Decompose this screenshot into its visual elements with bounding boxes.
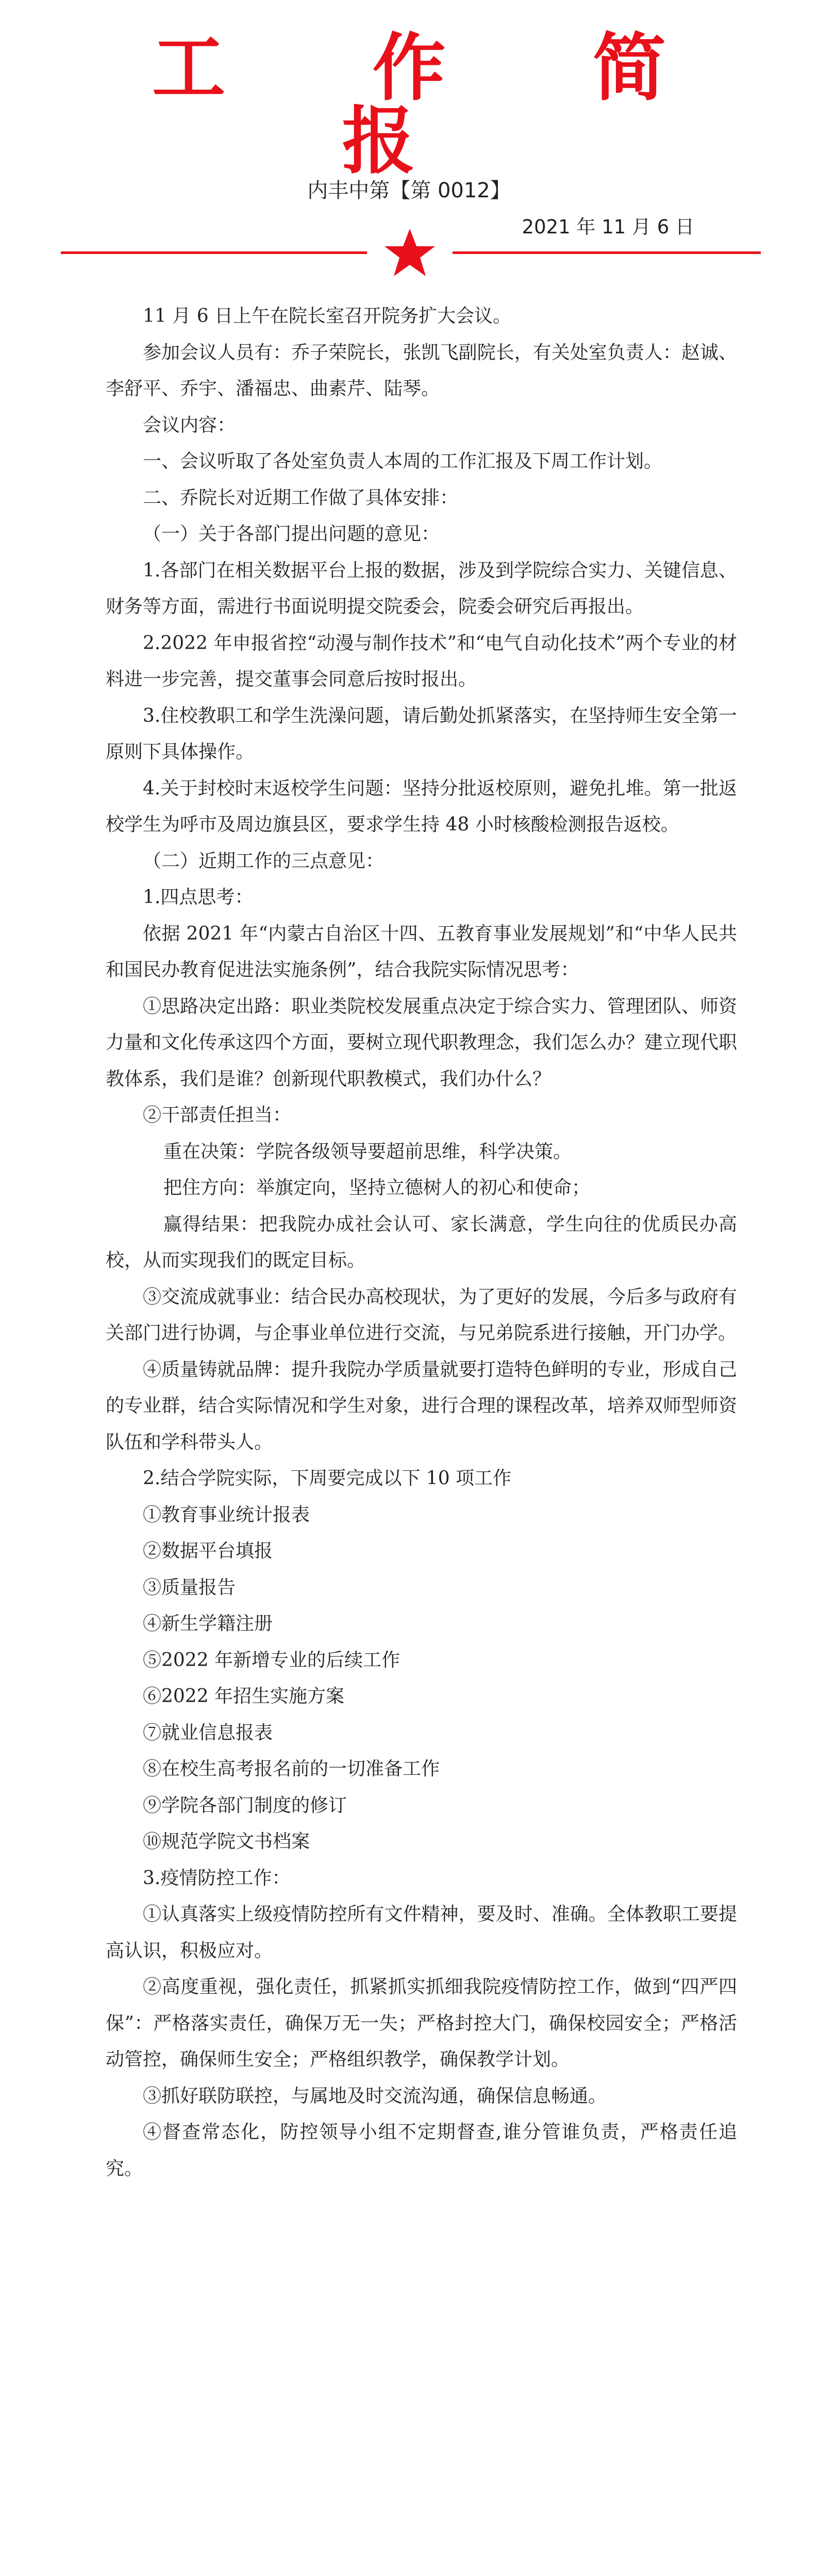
- list-item: ⑧在校生高考报名前的一切准备工作: [143, 1758, 440, 1780]
- body-paragraph: 2.2022 年申报省控“动漫与制作技术”和“电气自动化技术”两个专业的材料进一步完善，提交董事会同意后按时报出。: [106, 632, 737, 690]
- body-paragraph: （二）近期工作的三点意见：: [143, 850, 385, 872]
- report-title: 工 作 简 报: [152, 26, 727, 184]
- body-paragraph: 2.结合学院实际，下周要完成以下 10 项工作: [143, 1468, 512, 1489]
- body-paragraph: ③交流成就事业：结合民办高校现状，为了更好的发展，今后多与政府有关部门进行协调，与企事业单位进行交流，与兄弟院系进行接触，开门办学。: [106, 1286, 737, 1344]
- body-paragraph: 3.住校教职工和学生洗澡问题，请后勤处抓紧落实，在坚持师生安全第一原则下具体操作。: [106, 705, 737, 762]
- list-item: ①教育事业统计报表: [143, 1504, 310, 1526]
- body-paragraph: 1.各部门在相关数据平台上报的数据，涉及到学院综合实力、关键信息、财务等方面，需进行书面说明提交院委会，院委会研究后再报出。: [106, 560, 737, 617]
- body-paragraph: 3.疫情防控工作：: [143, 1867, 291, 1889]
- list-item: ⑦就业信息报表: [143, 1722, 273, 1743]
- list-item: ⑥2022 年招生实施方案: [143, 1686, 345, 1707]
- body-paragraph: ③抓好联防联控，与属地及时交流沟通，确保信息畅通。: [143, 2085, 607, 2107]
- body-paragraph: 参加会议人员有：乔子荣院长，张凯飞副院长，有关处室负责人：赵诚、李舒平、乔宇、潘福忠、曲素芹、陆琴。: [106, 342, 737, 399]
- body-paragraph: 把住方向：举旗定向，坚持立德树人的初心和使命；: [163, 1177, 591, 1198]
- body-paragraph: 11 月 6 日上午在院长室召开院务扩大会议。: [143, 306, 512, 327]
- divider-left: [61, 251, 367, 254]
- body-paragraph: ①认真落实上级疫情防控所有文件精神，要及时、准确。全体教职工要提高认识，积极应对。: [106, 1904, 737, 1961]
- list-item: ⑤2022 年新增专业的后续工作: [143, 1649, 400, 1671]
- list-item: ⑨学院各部门制度的修订: [143, 1794, 347, 1816]
- body-paragraph: ②高度重视，强化责任，抓紧抓实抓细我院疫情防控工作，做到“四严四保”：严格落实责任，确保万无一失；严格封控大门，确保校园安全；严格活动管控，确保师生安全；严格组织教学，确保教学计划。: [106, 1976, 737, 2070]
- star-icon: [381, 227, 438, 278]
- list-item: ⑩规范学院文书档案: [143, 1831, 310, 1852]
- list-item: ②数据平台填报: [143, 1540, 273, 1562]
- body-paragraph: 赢得结果：把我院办成社会认可、家长满意，学生向往的优质民办高校，从而实现我们的既定目标。: [106, 1213, 737, 1271]
- body-paragraph: 1.四点思考：: [143, 887, 254, 908]
- divider-right: [453, 251, 761, 254]
- list-item: ③质量报告: [143, 1577, 236, 1598]
- body-paragraph: 依据 2021 年“内蒙古自治区十四、五教育事业发展规划”和“中华人民共和国民办教育促进法实施条例”，结合我院实际情况思考：: [106, 923, 737, 980]
- issue-number: 内丰中第【第 0012】: [307, 179, 511, 202]
- list-item: ④新生学籍注册: [143, 1613, 273, 1634]
- body-paragraph: 一、会议听取了各处室负责人本周的工作汇报及下周工作计划。: [143, 451, 663, 472]
- body-paragraph: 重在决策：学院各级领导要超前思维，科学决策。: [163, 1141, 572, 1162]
- body-paragraph: （一）关于各部门提出问题的意见：: [143, 523, 440, 545]
- body-paragraph: ②干部责任担当：: [143, 1105, 292, 1126]
- report-body: [106, 296, 737, 2187]
- body-paragraph: 4.关于封校时末返校学生问题：坚持分批返校原则，避免扎堆。第一批返校学生为呼市及周边旗县区，要求学生持 48 小时核酸检测报告返校。: [106, 777, 737, 835]
- body-paragraph: 会议内容：: [143, 414, 236, 436]
- body-paragraph: ④质量铸就品牌：提升我院办学质量就要打造特色鲜明的专业，形成自己的专业群，结合实际情况和学生对象，进行合理的课程改革，培养双师型师资队伍和学科带头人。: [106, 1359, 737, 1453]
- body-paragraph: 二、乔院长对近期工作做了具体安排：: [143, 487, 459, 509]
- report-date: 2021 年 11 月 6 日: [522, 216, 694, 238]
- body-paragraph: ①思路决定出路：职业类院校发展重点决定于综合实力、管理团队、师资力量和文化传承这四个方面，要树立现代职教理念，我们怎么办？建立现代职教体系，我们是谁？创新现代职教模式，我们办什么？: [106, 995, 737, 1090]
- body-paragraph: ④督查常态化，防控领导小组不定期督查,谁分管谁负责，严格责任追究。: [106, 2122, 737, 2179]
